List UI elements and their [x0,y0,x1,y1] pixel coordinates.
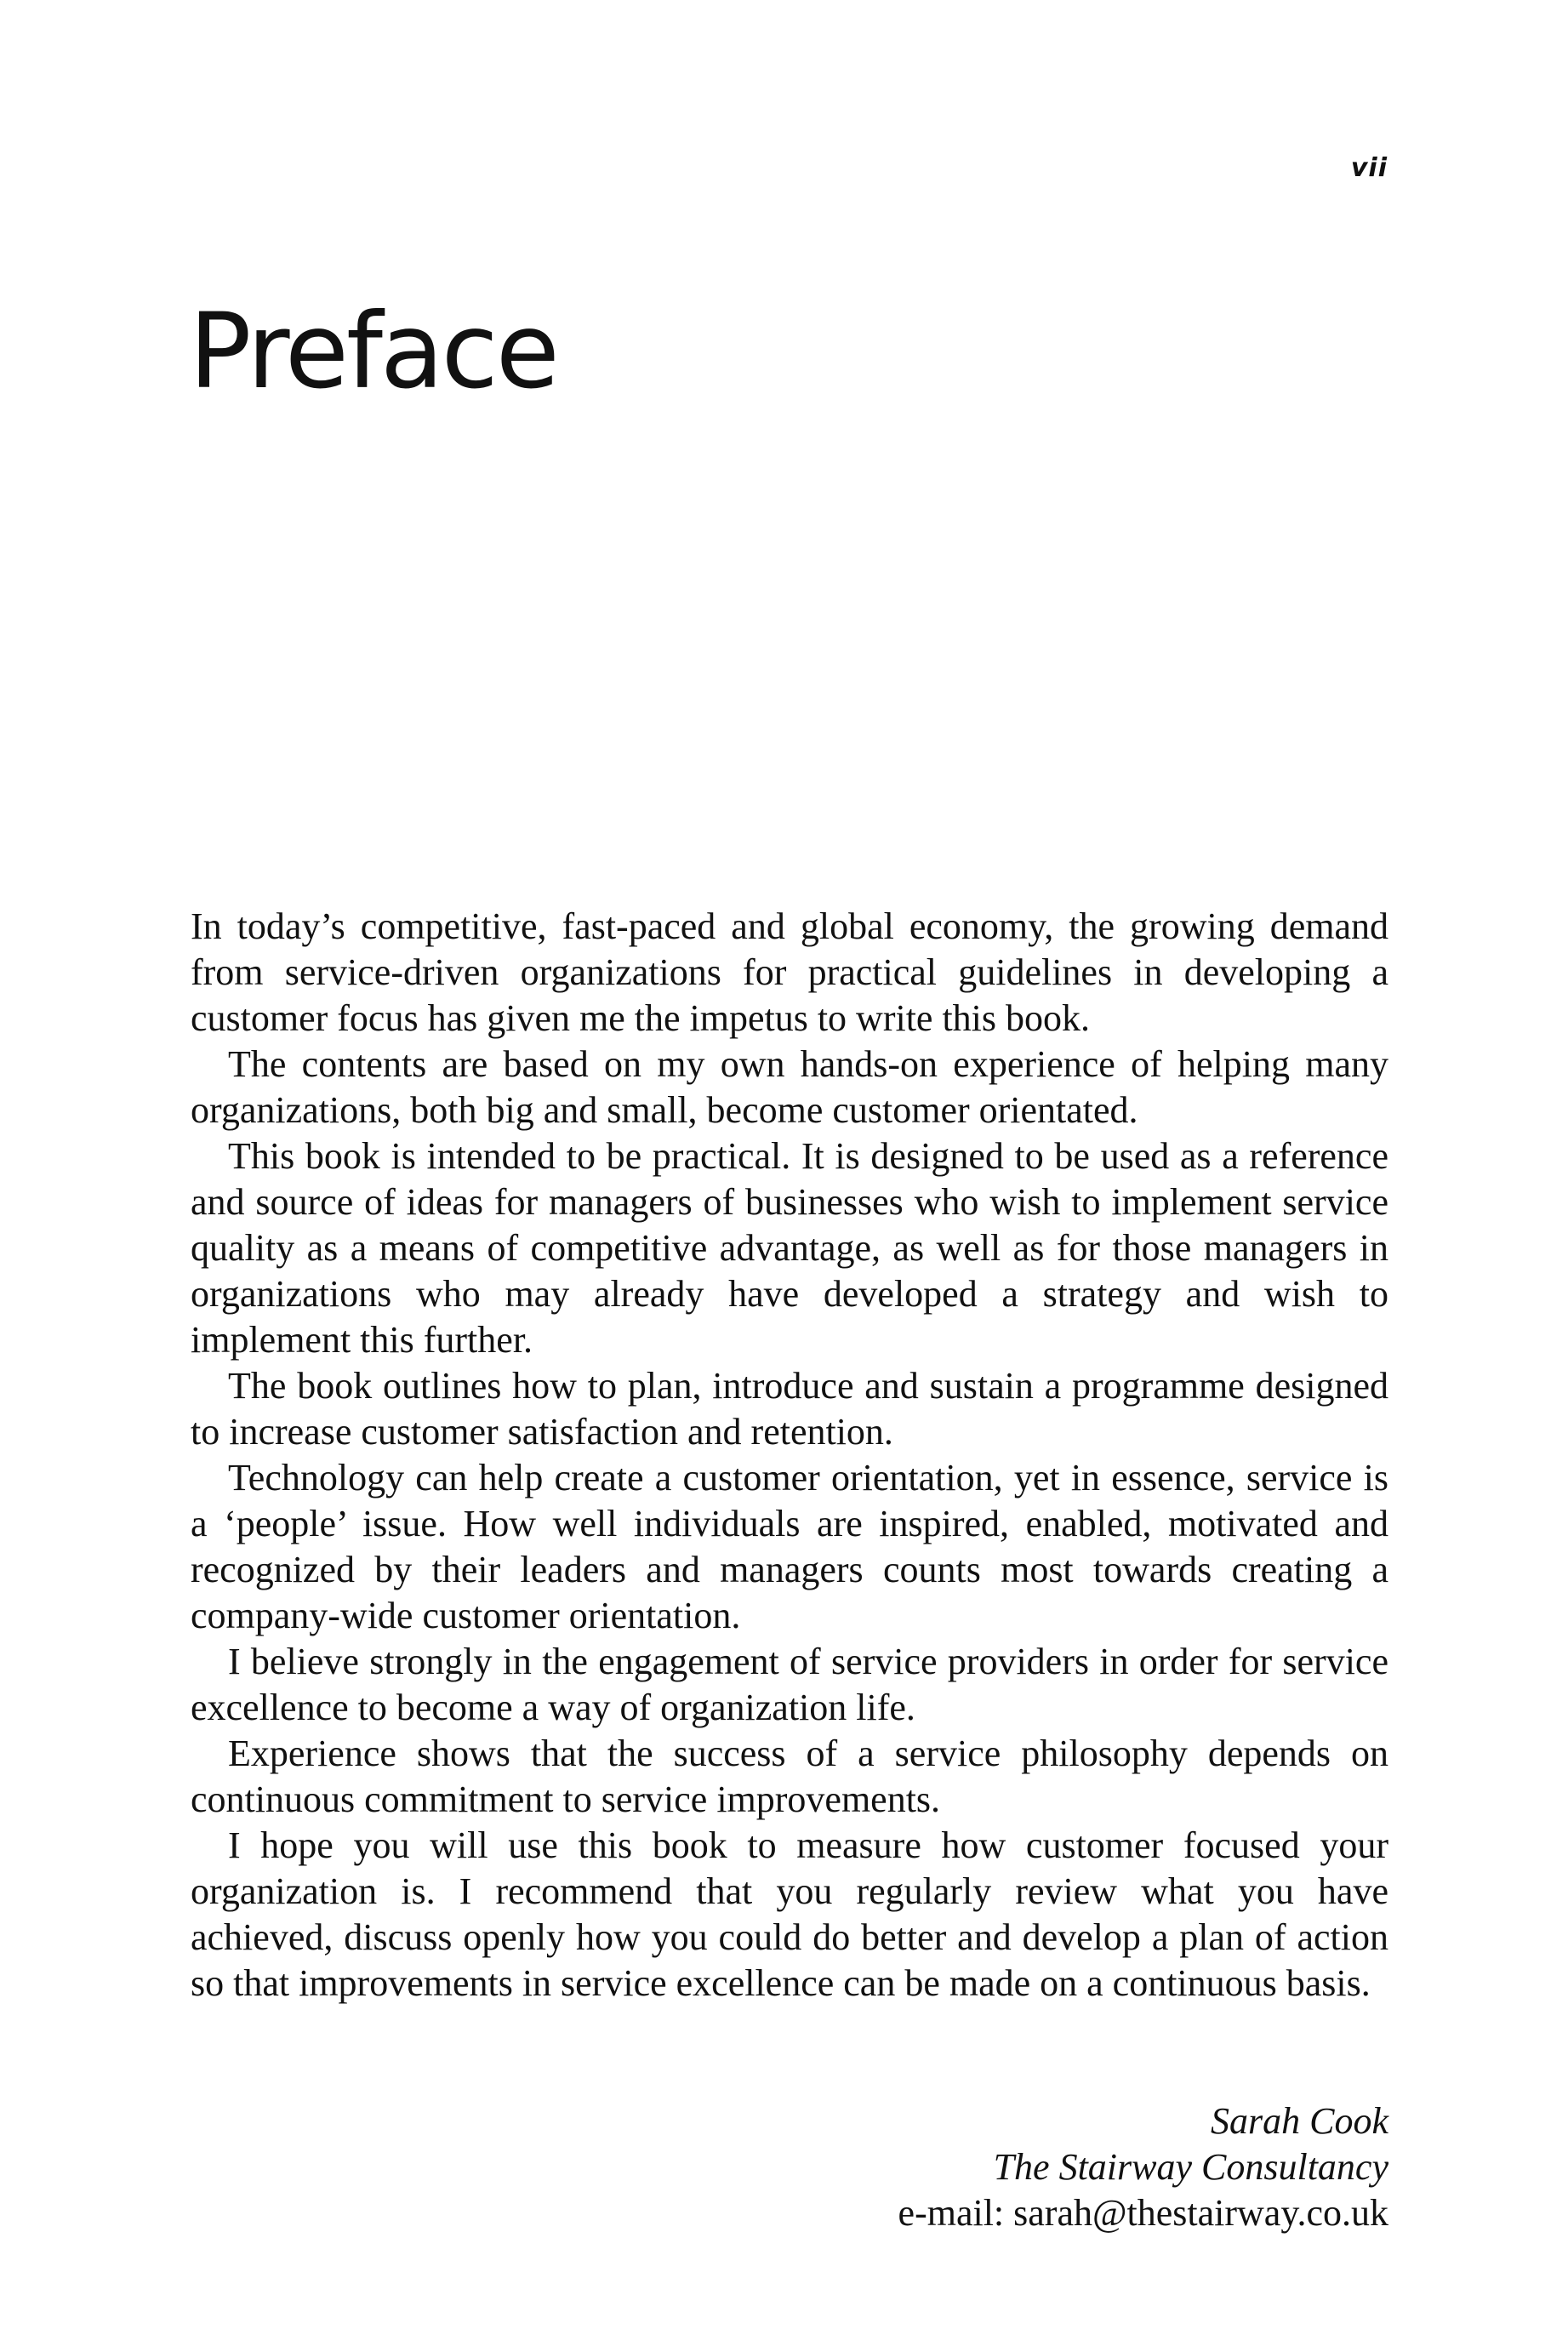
paragraph: In today’s competitive, fast-paced and global economy, the growing demand from service-driven organizations for practical guidelines in developing a customer focus has given me the impetus to write this book. [191,905,1388,1039]
chapter-title: Preface [189,291,557,412]
paragraph: Experience shows that the success of a service philosophy depends on continuous commitment to service improvements. [191,1733,1388,1820]
author-organization: The Stairway Consultancy [993,2146,1388,2188]
paragraph: Technology can help create a customer orientation, yet in essence, service is a ‘people’ issue. How well individuals are inspired, enabled, motivated and recognized by their leaders and managers counts most towards creating a company-wide customer orientation. [191,1457,1388,1636]
paragraph: I believe strongly in the engagement of service providers in order for service excellence to become a way of organization life. [191,1641,1388,1728]
paragraph: The book outlines how to plan, introduce and sustain a programme designed to increase customer satisfaction and retention. [191,1365,1388,1453]
signature-block [898,2098,1388,2236]
paragraph: The contents are based on my own hands-on experience of helping many organizations, both big and small, become customer orientated. [191,1043,1388,1131]
paragraph: I hope you will use this book to measure how customer focused your organization is. I recommend that you regularly review what you have achieved, discuss openly how you could do better and develop a plan of action so that improvements in service excellence can be made on a continuous basis. [191,1824,1388,2004]
page-number: vii [1350,153,1388,183]
author-email: e-mail: sarah@thestairway.co.uk [898,2192,1388,2234]
paragraph: This book is intended to be practical. It is designed to be used as a reference and source of ideas for managers of businesses who wish to implement service quality as a means of competitive advantage, as well as for those managers in organizations who may already have developed a strategy and wish to implement this further. [191,1135,1388,1361]
author-name: Sarah Cook [1211,2100,1388,2142]
preface-body [191,904,1388,2007]
